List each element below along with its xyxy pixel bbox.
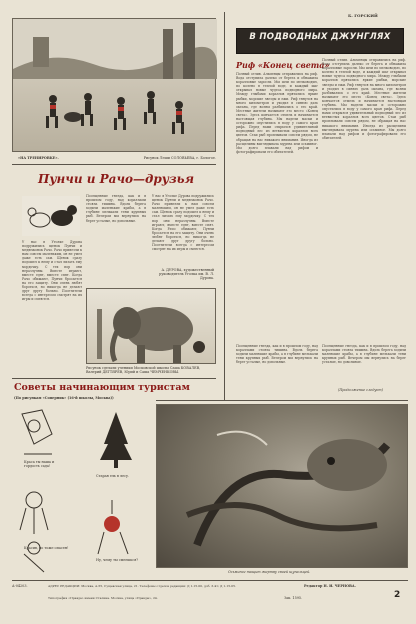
pup-bear-icon	[22, 196, 80, 236]
reef-text-col2b: Посещенные гнезда, как и в прошлом году, над кораллами стояла тишина. Вдоль берега ходили маленькие крабы, а в глубине мелькали тени крупных рыб. Вечером мы вернулись на берег усталые, но довольные.	[322, 344, 406, 365]
to-be-continued: (Продолжение следует)	[338, 388, 383, 392]
puncho-text-col2: Посещенные гнезда, как и в прошлом году, над кораллами стояла тишина. Вдоль берега ходили маленькие крабы, а в глубине мелькали тени крупных рыб. Вечером мы вернулись на берег усталые, но довольные.	[86, 194, 146, 223]
divider	[12, 378, 216, 379]
tourist-sketches	[12, 404, 152, 576]
tourist-sketch-art	[12, 404, 152, 576]
tourist-caption-4: Ну, чему ты смеешься?	[96, 558, 139, 562]
elephant-caption: Рисунок сделали ученики Московской школы Саша КОВАЛЕВ, Валерий ДЕГТЯРЕВ, Юрий и Саша ЧЕМЧЕНКОВЫ.	[86, 366, 201, 374]
reef-text-col2: Полный отлив. Альменцы отправились на риф. Вода отступила далеко от берега и обнажила коралловые заросли. Мы шли по мелководью, по колено в теплой воде, и каждый шаг открывал новые чудеса подводного мира. Между глыбами кораллов прятались яркие рыбки, морские звезды и ежи. Риф тянулся на много километров и уходил в синюю даль океана, где волны разбивались о его край. Местные жители называют это место «Конец света». Здесь кончается отмель и начинается настоящая глубина. Мы надели маски и осторожно опустились в воду у самого края рифа. Перед нами открылся удивительный подводный лес из ветвистых кораллов всех цветов. Стаи рыб проплывали совсем рядом, не обращая на нас никакого внимания. Иногда из расщелины выглядывала мурена или осьминог. Мы долго плавали над рифом и фотографировали его обитателей.	[322, 58, 406, 140]
reef-text-col1: Полный отлив. Альменцы отправились на риф. Вода отступила далеко от берега и обнажила коралловые заросли. Мы шли по мелководью, по колено в теплой воде, и каждый шаг открывал новые чудеса подводного мира. Между глыбами кораллов прятались яркие рыбки, морские звезды и ежи. Риф тянулся на много километров и уходил в синюю даль океана, где волны разбивались о его край. Местные жители называют это место «Конец света». Здесь кончается отмель и начинается настоящая глубина. Мы надели маски и осторожно опустились в воду у самого края рифа. Перед нами открылся удивительный подводный лес из ветвистых кораллов всех цветов. Стаи рыб проплывали совсем рядом, не обращая на нас никакого внимания. Иногда из расщелины выглядывала мурена или осьминог. Мы долго плавали над рифом и фотографировали его обитателей.	[236, 72, 318, 154]
column-rule	[224, 12, 225, 400]
tourist-caption-1: Краса ты наша и гордость сада!	[24, 460, 55, 468]
tourist-subtitle: (По рисункам «Соперник» (16-й школы, Москва))	[14, 396, 114, 400]
tourist-caption-2: Старая ель в лесу.	[96, 474, 130, 478]
tourist-headline: Советы начинающим туристам	[14, 382, 190, 393]
reef-text-col1b: Посещенные гнезда, как и в прошлом году, над кораллами стояла тишина. Вдоль берега ходили маленькие крабы, а в глубине мелькали тени крупных рыб. Вечером мы вернулись на берег усталые, но довольные.	[236, 344, 318, 365]
elephant-drawing	[86, 288, 216, 364]
page-number: 2	[394, 590, 401, 600]
training-illustration	[13, 19, 217, 153]
puncho-headline: Пунчи и Рачо—друзья	[38, 172, 195, 186]
footer-issue: А-04203.	[12, 584, 28, 588]
training-caption: «НА ТРЕНИРОВКЕ».	[18, 156, 59, 160]
octopus-illustration	[157, 405, 409, 569]
divider	[12, 164, 216, 165]
footer-address: АДРЕС РЕДАКЦИИ: Москва, А-55, Сущевская улица, 21. Телефоны отделов редакции: Д 1-15-00, доб. 3-41; Д 1-15-05.	[48, 584, 236, 588]
tourist-caption-3: Красив, но тоже опасен!	[24, 546, 69, 550]
training-credit: Рисунок Леши СОЛОВЬЕВА, г. Бологое.	[143, 156, 216, 160]
footer-rule	[12, 580, 408, 581]
puncho-text: У нас в Уголке Дурова подружились щенок Пунчи и медвежонок Рачо. Рачо привезли к нам совсем маленьким, он не умел даже есть сам. Щенок сразу подошел к нему и стал лизать ему мордочку. С тех пор они неразлучны. Вместе играют, вместе едят, вместе спят. Когда Рачо обижают, Пунчи бросается на его защиту. Они очень любят бороться, но никогда не делают друг другу больно. Посетители всегда с интересом смотрят на их игры и смеются.	[22, 240, 82, 302]
elephant-illustration	[87, 289, 217, 365]
reef-headline: Риф «Конец света»	[236, 60, 330, 70]
puncho-signature: А. ДУРОВА, художественный руководитель Уголка им. В. Л. Дурова.	[159, 268, 214, 280]
divider	[156, 400, 408, 401]
footer-editor: Редактор Н. И. ЧЕРНОВА.	[304, 584, 356, 588]
footer-printing: Типография «Правда» имени Сталина. Москва, улица «Правды», 24.	[48, 596, 158, 600]
banner-text: В ПОДВОДНЫХ ДЖУНГЛЯХ	[249, 32, 391, 42]
author-name: Б. ГОРСКИЙ	[348, 13, 378, 18]
underwater-banner	[236, 28, 404, 54]
octopus-photo	[156, 404, 408, 568]
footer-date: Зак. 1595.	[284, 596, 303, 600]
puncho-text-col3: У нас в Уголке Дурова подружились щенок Пунчи и медвежонок Рачо. Рачо привезли к нам совсем маленьким, он не умел даже есть сам. Щенок сразу подошел к нему и стал лизать ему мордочку. С тех пор они неразлучны. Вместе играют, вместе едят, вместе спят. Когда Рачо обижают, Пунчи бросается на его защиту. Они очень любят бороться, но никогда не делают друг другу больно. Посетители всегда с интересом смотрят на их игры и смеются.	[152, 194, 214, 252]
octopus-caption: Осьминог тащит жертву своей щупальцей.	[228, 570, 311, 574]
pup-and-bear-sketch	[22, 196, 80, 236]
training-drawing	[12, 18, 216, 152]
newspaper-page	[8, 6, 408, 618]
